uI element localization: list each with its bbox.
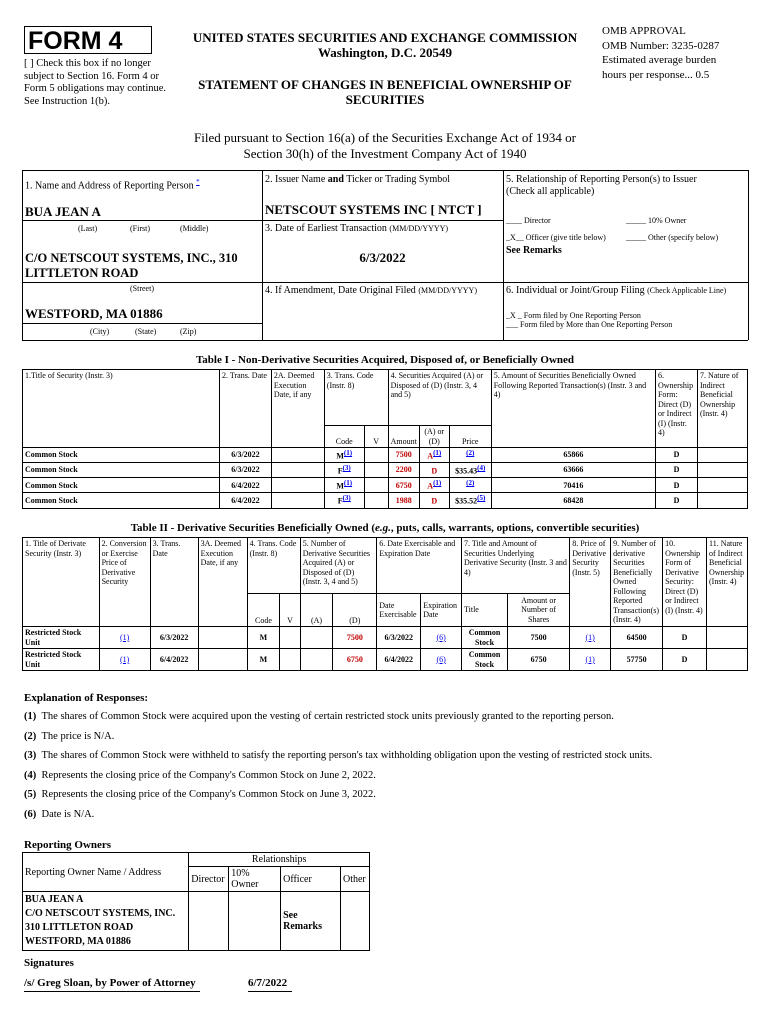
t2-owned: 57750	[611, 649, 663, 671]
list-item	[24, 731, 754, 743]
box3-label	[265, 223, 448, 235]
t1-title: Common Stock	[23, 493, 220, 508]
t1-ad-fn[interactable]: (1)	[433, 449, 442, 457]
table2-title	[22, 522, 748, 534]
rel-officer: _X__ Officer (give title below)	[506, 233, 606, 242]
table1-title: Table I - Non-Derivative Securities Acquired, Disposed of, or Beneficially Owned	[195, 354, 575, 366]
t1-v	[364, 493, 388, 508]
box5-label	[506, 174, 746, 198]
t1-code-value: F	[337, 466, 343, 476]
box3-label-small: (MM/DD/YYYY)	[389, 224, 449, 233]
t1-amount: 2200	[388, 463, 419, 478]
list-item	[24, 789, 754, 801]
t2-title: Restricted Stock Unit	[23, 627, 100, 649]
t2-form: D	[663, 627, 707, 649]
signature-name: /s/ Greg Sloan, by Power of Attorney	[24, 977, 200, 992]
owners-col-name: Reporting Owner Name / Address	[23, 853, 189, 892]
t1-ad-fn[interactable]: (1)	[433, 479, 442, 488]
t1-deemed	[271, 463, 324, 478]
t1-code-fn[interactable]: (3)	[342, 494, 351, 503]
table-row	[23, 493, 748, 508]
t1-sub-v: V	[364, 426, 388, 448]
footnote-text: The shares of Common Stock were acquired upon the vesting of certain restricted stock units previously granted to the reporting person.	[41, 711, 614, 722]
box-hline-5-6	[503, 282, 748, 283]
t1-sub-code: Code	[324, 426, 364, 448]
filed-line2: Section 30(h) of the Investment Company Act of 1940	[243, 145, 527, 161]
rel-remarks: See Remarks	[506, 245, 562, 256]
list-item	[24, 711, 754, 723]
t1-price-value: $35.52	[455, 497, 478, 507]
omb-approval	[602, 24, 762, 82]
t2-code: M	[247, 649, 280, 671]
t1-price	[449, 448, 491, 463]
omb-line3: Estimated average burden	[602, 54, 717, 66]
t1-nature	[697, 463, 747, 478]
omb-line2: OMB Number: 3235-0287	[602, 39, 720, 52]
box-left-border	[22, 170, 23, 340]
footnote-number: (6)	[24, 808, 37, 820]
footnote-number: (2)	[24, 730, 37, 742]
t1-price-value: $35.43	[455, 466, 478, 476]
t2-h4: 4. Trans. Code (Instr. 8)	[247, 538, 300, 594]
statement-line1: STATEMENT OF CHANGES IN BENEFICIAL OWNERSHIP OF	[198, 77, 572, 92]
table-row	[23, 448, 748, 463]
t1-h1: 1.Title of Security (Instr. 3)	[23, 370, 220, 448]
filed-pursuant	[100, 130, 670, 161]
t2-a	[300, 649, 333, 671]
t2-title-eg: e.g.	[375, 522, 391, 534]
t2-h8: 8. Price of Derivative Security (Instr. 5)	[570, 538, 611, 627]
reporter-street: C/O NETSCOUT SYSTEMS, INC., 310 LITTLETON ROAD	[25, 251, 238, 280]
owners-director-cell	[189, 892, 229, 951]
filed-line1: Filed pursuant to Section 16(a) of the Securities Exchange Act of 1934 or	[194, 130, 576, 145]
owners-col-other: Other	[340, 867, 369, 892]
box6-label-small: (Check Applicable Line)	[647, 286, 727, 295]
t1-ad	[419, 493, 449, 508]
t2-sub-d: (D)	[333, 594, 377, 627]
t1-owned: 68428	[491, 493, 655, 508]
footnote-text: Represents the closing price of the Company's Common Stock on June 2, 2022.	[41, 769, 376, 781]
t2-a	[300, 627, 333, 649]
t2-sub-exp: Expiration Date	[421, 594, 462, 627]
t1-ad	[419, 448, 449, 463]
box1-street-line	[22, 282, 262, 283]
t2-uamt: 7500	[507, 627, 569, 649]
t1-deemed	[271, 478, 324, 493]
t2-price[interactable]: (1)	[570, 649, 611, 671]
t2-deemed	[198, 649, 247, 671]
box2-label-post: Ticker or Trading Symbol	[343, 174, 451, 185]
rel-ten-pct: _____ 10% Owner	[626, 216, 687, 225]
owner-line2: C/O NETSCOUT SYSTEMS, INC.	[25, 908, 176, 919]
t2-nature	[706, 627, 747, 649]
footnote-number: (5)	[24, 789, 37, 800]
label-middle: (Middle)	[180, 224, 209, 233]
t1-v	[364, 463, 388, 478]
t2-h6: 6. Date Exercisable and Expiration Date	[377, 538, 462, 594]
signatures-title: Signatures	[24, 957, 74, 969]
owners-col-rel: Relationships	[189, 853, 370, 867]
t1-code-value: M	[336, 451, 344, 461]
t2-d: 7500	[333, 627, 377, 649]
t2-h2: 2. Conversion or Exercise Price of Derivative Security	[99, 538, 150, 627]
t2-title-pre: Table II - Derivative Securities Beneficially Owned (	[130, 522, 376, 534]
statement-line2: SECURITIES	[345, 92, 425, 107]
box6-label-text: 6. Individual or Joint/Group Filing	[506, 285, 645, 296]
owners-col-officer: Officer	[281, 867, 341, 892]
t2-title: Restricted Stock Unit	[23, 649, 100, 671]
t2-exer: 6/4/2022	[377, 649, 421, 671]
list-item	[24, 770, 754, 782]
t1-deemed	[271, 448, 324, 463]
label-last: (Last)	[78, 224, 98, 233]
t2-conv[interactable]: (1)	[99, 627, 150, 649]
footnote-number: (3)	[24, 750, 37, 761]
box4-label-small: (MM/DD/YYYY)	[418, 286, 477, 295]
t1-ad-value: A	[427, 481, 434, 491]
footnote-text: Represents the closing price of the Company's Common Stock on June 3, 2022.	[41, 789, 376, 800]
owners-ten-cell	[229, 892, 281, 951]
t1-code	[324, 448, 364, 463]
t2-h3a: 3A. Deemed Execution Date, if any	[198, 538, 247, 627]
label-zip: (Zip)	[180, 327, 197, 336]
earliest-transaction-date: 6/3/2022	[359, 250, 406, 265]
rel-other: _____ Other (specify below)	[626, 233, 719, 242]
t1-price-fn[interactable]: (2)	[466, 479, 475, 488]
t2-h11: 11. Nature of Indirect Beneficial Ownership (Instr. 4)	[706, 538, 747, 627]
explanation-list	[24, 711, 754, 828]
table-row	[23, 649, 748, 671]
label-first: (First)	[130, 224, 150, 233]
issuer-name: NETSCOUT SYSTEMS INC [ NTCT ]	[265, 202, 482, 217]
filing-more: ___ Form filed by More than One Reporting Person	[506, 320, 673, 329]
t1-price	[449, 463, 491, 478]
t2-form: D	[663, 649, 707, 671]
t1-h2a: 2A. Deemed Execution Date, if any	[271, 370, 324, 448]
t1-nature	[697, 478, 747, 493]
t1-title: Common Stock	[23, 478, 220, 493]
box4-label	[265, 285, 477, 297]
t2-v	[280, 649, 300, 671]
list-item	[24, 809, 754, 821]
explanation-title: Explanation of Responses:	[24, 692, 149, 704]
t1-date: 6/4/2022	[220, 493, 272, 508]
label-city: (City)	[90, 327, 110, 336]
box-right-border	[748, 170, 749, 340]
t1-date: 6/4/2022	[220, 478, 272, 493]
rel-director: ____ Director	[506, 216, 551, 225]
omb-line4: hours per response... 0.5	[602, 68, 710, 81]
table-row	[23, 463, 748, 478]
box2-label-pre: 2. Issuer Name	[265, 174, 328, 185]
t2-uamt: 6750	[507, 649, 569, 671]
t1-title: Common Stock	[23, 463, 220, 478]
t2-title-post: , puts, calls, warrants, options, convertible securities)	[390, 522, 640, 534]
t1-price	[449, 493, 491, 508]
t1-code	[324, 478, 364, 493]
box3-label-text: 3. Date of Earliest Transaction	[265, 223, 387, 234]
owners-title: Reporting Owners	[24, 839, 112, 851]
t1-code-fn[interactable]: (1)	[343, 449, 353, 457]
t2-h7: 7. Title and Amount of Securities Underlying Derivative Security (Instr. 3 and 4)	[462, 538, 570, 594]
t2-d: 6750	[333, 649, 377, 671]
sec-line1: UNITED STATES SECURITIES AND EXCHANGE COMMISSION	[192, 30, 578, 45]
label-state: (State)	[135, 327, 157, 336]
owner-line3: 310 LITTLETON ROAD	[25, 922, 134, 933]
t1-amount: 1988	[388, 493, 419, 508]
t1-nature	[697, 493, 747, 508]
t1-nature	[697, 448, 747, 463]
t2-sub-exer: Date Exercisable	[377, 594, 421, 627]
t1-code-value: M	[336, 481, 344, 491]
box1-name-line	[22, 220, 262, 221]
signature-date: 6/7/2022	[248, 977, 292, 992]
t2-h1: 1. Title of Derivate Security (Instr. 3)	[23, 538, 100, 627]
box-hline-2-3	[262, 220, 503, 221]
t1-code-value: F	[337, 497, 343, 507]
sec-line2: Washington, D.C. 20549	[318, 45, 452, 60]
t1-owned: 65866	[491, 448, 655, 463]
table1	[22, 369, 748, 509]
t1-h4: 4. Securities Acquired (A) or Disposed of (D) (Instr. 3, 4 and 5)	[388, 370, 491, 426]
box5-label-sub: (Check all applicable)	[506, 186, 595, 197]
t2-sub-code: Code	[247, 594, 280, 627]
t2-utitle: Common Stock	[462, 649, 508, 671]
t1-v	[364, 478, 388, 493]
owner-line4: WESTFORD, MA 01886	[25, 936, 131, 947]
t2-sub-amt: Amount or Number of Shares	[507, 594, 569, 627]
t1-code-fn[interactable]: (1)	[343, 479, 353, 488]
footnote-text: The shares of Common Stock were withheld to satisfy the reporting person's tax withholding obligation upon the vesting of restricted stock units.	[41, 750, 653, 761]
table-row	[23, 478, 748, 493]
t2-v	[280, 627, 300, 649]
t2-exp[interactable]: (6)	[421, 649, 462, 671]
t1-h5: 5. Amount of Securities Beneficially Owned Following Reported Transaction(s) (Instr. 3 and 4)	[491, 370, 655, 448]
box5-label-text: 5. Relationship of Reporting Person(s) to Issuer	[506, 174, 697, 185]
label-street: (Street)	[130, 284, 154, 293]
footnote-number: (1)	[24, 711, 37, 722]
t1-v	[364, 448, 388, 463]
t2-price[interactable]: (1)	[570, 627, 611, 649]
owners-address	[23, 892, 189, 951]
owner-line1: BUA JEAN A	[25, 894, 84, 905]
box1-star[interactable]: *	[196, 178, 200, 186]
t1-amount: 7500	[388, 448, 419, 463]
t2-utitle: Common Stock	[462, 627, 508, 649]
t1-code	[324, 463, 364, 478]
filing-one: _X _ Form filed by One Reporting Person	[506, 311, 641, 320]
t2-owned: 64500	[611, 627, 663, 649]
list-item	[24, 750, 754, 762]
footnote-text: Date is N/A.	[41, 808, 95, 820]
t2-h3: 3. Trans. Date	[150, 538, 198, 627]
owners-col-director: Director	[189, 867, 229, 892]
box1-label	[25, 176, 200, 192]
t2-exer: 6/3/2022	[377, 627, 421, 649]
t1-code-fn[interactable]: (3)	[342, 464, 351, 473]
t2-h9: 9. Number of derivative Securities Beneficially Owned Following Reported Transaction(s) (Instr. 4)	[611, 538, 663, 627]
t1-title: Common Stock	[23, 448, 220, 463]
t1-price-fn[interactable]: (2)	[466, 449, 475, 457]
owners-table	[22, 852, 370, 951]
omb-line1: OMB APPROVAL	[602, 25, 686, 37]
box2-label	[265, 174, 450, 186]
t1-amount: 6750	[388, 478, 419, 493]
t1-price	[449, 478, 491, 493]
reporter-name: BUA JEAN A	[25, 204, 101, 219]
t2-sub-v: V	[280, 594, 300, 627]
t1-sub-price: Price	[449, 426, 491, 448]
box2-label-and: and	[327, 174, 344, 185]
t1-price-fn[interactable]: (5)	[477, 494, 486, 503]
t1-owned: 63666	[491, 463, 655, 478]
t2-h5: 5. Number of Derivative Securities Acquired (A) or Disposed of (D) (Instr. 3, 4 and 5)	[300, 538, 377, 594]
t1-h7: 7. Nature of Indirect Beneficial Ownership (Instr. 4)	[697, 370, 747, 448]
t1-h2: 2. Trans. Date	[220, 370, 272, 448]
box-top-border	[22, 170, 748, 171]
t2-sub-title: Title	[462, 594, 508, 627]
t1-date: 6/3/2022	[220, 463, 272, 478]
box-bottom-border	[22, 340, 748, 341]
t1-h3: 3. Trans. Code (Instr. 8)	[324, 370, 388, 426]
t2-deemed	[198, 627, 247, 649]
t2-h10: 10. Ownership Form of Derivative Security: Direct (D) or Indirect (I) (Instr. 4)	[663, 538, 707, 627]
t2-nature	[706, 649, 747, 671]
t1-deemed	[271, 493, 324, 508]
t1-form: D	[655, 478, 697, 493]
reporter-city: WESTFORD, MA 01886	[25, 306, 163, 321]
t1-date: 6/3/2022	[220, 448, 272, 463]
t2-date: 6/4/2022	[150, 649, 198, 671]
t1-ad	[419, 463, 449, 478]
t2-code: M	[247, 627, 280, 649]
box4-label-text: 4. If Amendment, Date Original Filed	[265, 285, 416, 296]
owners-other-cell	[340, 892, 369, 951]
t1-owned: 70416	[491, 478, 655, 493]
t1-sub-ad: (A) or (D)	[419, 426, 449, 448]
box6-label	[506, 285, 726, 297]
checkbox-note: [ ] Check this box if no longer subject to Section 16. Form 4 or Form 5 obligations may continue. See Instruction 1(b).	[24, 58, 167, 107]
t1-code	[324, 493, 364, 508]
t1-ad-value: D	[431, 497, 438, 507]
box-divider-2	[503, 170, 504, 340]
owners-col-ten: 10% Owner	[229, 867, 281, 892]
t1-ad-value: D	[431, 466, 438, 476]
table-row	[23, 627, 748, 649]
t1-form: D	[655, 448, 697, 463]
footnote-number: (4)	[24, 769, 37, 781]
t2-exp[interactable]: (6)	[421, 627, 462, 649]
table2	[22, 537, 748, 671]
t1-ad	[419, 478, 449, 493]
t1-ad-value: A	[427, 451, 434, 461]
t2-conv[interactable]: (1)	[99, 649, 150, 671]
t2-sub-a: (A)	[300, 594, 333, 627]
t1-h6: 6. Ownership Form: Direct (D) or Indirect (I) (Instr. 4)	[655, 370, 697, 448]
owners-officer-cell: See Remarks	[281, 892, 341, 951]
statement-title	[180, 77, 590, 107]
t1-price-fn[interactable]: (4)	[477, 464, 486, 473]
footnote-text: The price is N/A.	[41, 730, 115, 742]
t1-form: D	[655, 463, 697, 478]
t2-date: 6/3/2022	[150, 627, 198, 649]
t1-sub-amount: Amount	[388, 426, 419, 448]
form-title: FORM 4	[24, 26, 152, 54]
sec-title	[180, 30, 590, 60]
box1-city-line	[22, 323, 262, 324]
box1-label-text: 1. Name and Address of Reporting Person	[25, 180, 194, 192]
t1-form: D	[655, 493, 697, 508]
